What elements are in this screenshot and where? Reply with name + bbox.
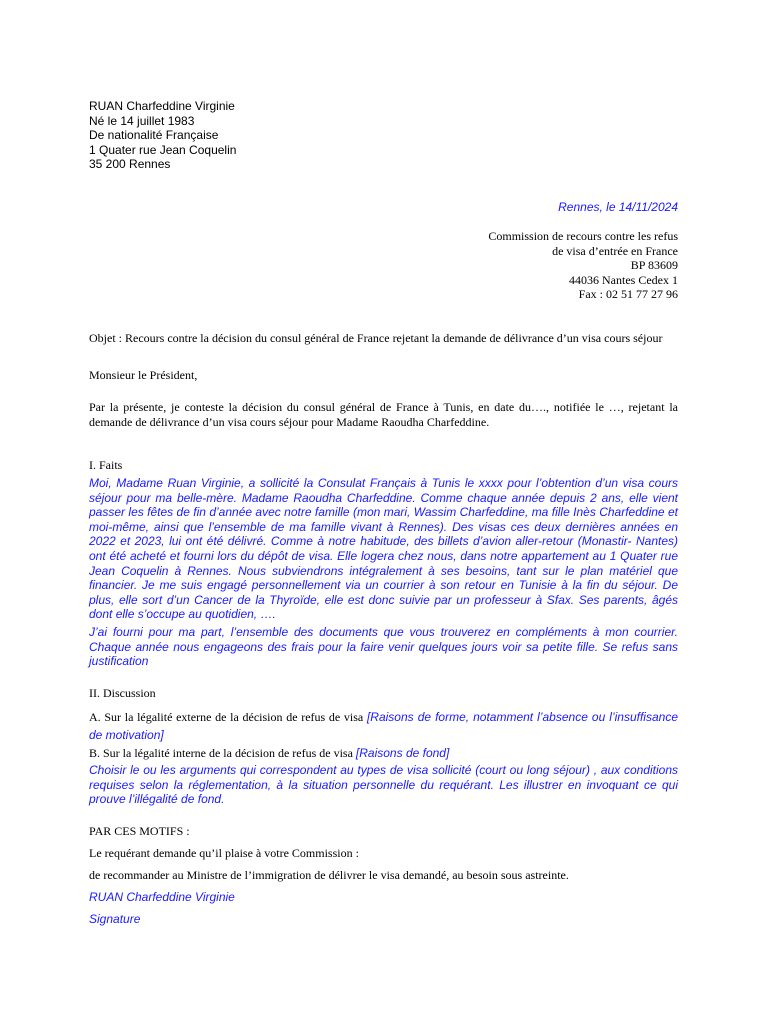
discussion-point-b: [89, 744, 678, 762]
sender-name: RUAN Charfeddine Virginie: [89, 99, 235, 113]
recipient-line: Commission de recours contre les refus: [488, 229, 678, 243]
sender-street: 1 Quater rue Jean Coquelin: [89, 142, 237, 157]
date-line: Rennes, le 14/11/2024: [558, 200, 678, 214]
intro-paragraph: Par la présente, je conteste la décision du consul général de France à Tunis, en date du…., notifiée le …, rejetant la demande de délivrance d’un visa cours séjour pour Madame Raoudha Charfeddine.: [89, 400, 678, 429]
point-b-note: [Raisons de fond]: [355, 746, 450, 760]
sender-city: 35 200 Rennes: [89, 157, 171, 172]
section-heading-facts: I. Faits: [89, 458, 123, 472]
point-a-label: A. Sur la légalité externe de la décision de refus de visa: [89, 710, 367, 724]
sender-block: [89, 99, 678, 172]
recipient-line: 44036 Nantes Cedex 1: [569, 272, 678, 287]
salutation: Monsieur le Président,: [89, 368, 198, 382]
conclusion-heading: PAR CES MOTIFS :: [89, 824, 190, 838]
section-heading-discussion: II. Discussion: [89, 686, 156, 700]
recipient-line: Fax : 02 51 77 27 96: [578, 287, 678, 302]
recipient-line: de visa d’entrée en France: [552, 243, 678, 258]
discussion-point-a: [89, 708, 678, 744]
point-b-instructions: Choisir le ou les arguments qui correspondent au types de visa sollicité (court ou long séjour) , aux conditions requises selon la réglementation, à la situation personnelle du requérant. Les illustrer en invoquant ce qui prouve l’illégalité de fond.: [89, 763, 678, 807]
sender-birth: Né le 14 juillet 1983: [89, 113, 195, 128]
facts-paragraph-2: J’ai fourni pour ma part, l’ensemble des documents que vous trouverez en compléments à mon courrier. Chaque année nous engageons des frais pour la faire venir quelques jours voir sa petite fille. Se refus sans justification: [89, 625, 678, 669]
recipient-line: BP 83609: [630, 258, 678, 273]
point-a-note: [Raisons de forme, notamment l’absence ou l’insuffisance de motivation]: [89, 710, 678, 742]
conclusion-line-2: de recommander au Ministre de l’immigration de délivrer le visa demandé, au besoin sous astreinte.: [89, 868, 569, 882]
signature-placeholder: Signature: [89, 912, 141, 926]
recipient-block: [89, 229, 678, 302]
facts-paragraph-1: Moi, Madame Ruan Virginie, a sollicité la Consulat Français à Tunis le xxxx pour l’obtention d’un visa cours séjour pour ma belle-mère. Madame Raoudha Charfeddine. Comme chaque année depuis 2 ans, elle vient passer les fêtes de fin d’année avec notre famille (mon mari, Wassim Charfeddine, ma fille Inès Charfeddine et moi-même, ainsi que l’ensemble de ma famille vivant à Rennes). Des visas ces deux dernières années en 2022 et 2023, lui ont été délivré. Comme à notre habitude, des billets d’avion aller-retour (Monastir- Nantes) ont été acheté et fourni lors du dépôt de visa. Elle logera chez nous, dans notre appartement au 1 Quater rue Jean Coquelin à Rennes. Nous subviendrons intégralement à ses besoins, tant sur le plan matériel que financier. Je me suis engagé personnellement via un courrier à son retour en Tunisie à la fin du séjour. De plus, elle sort d’un Cancer de la Thyroïde, elle est donc suivie par un professeur à Sfax. Ses parents, âgés dont elle s’occupe au quotidien, ….: [89, 476, 678, 622]
signer-name: RUAN Charfeddine Virginie: [89, 890, 235, 904]
subject-line: Objet : Recours contre la décision du consul général de France rejetant la demande de délivrance d’un visa cours séjour: [89, 331, 663, 345]
point-b-label: B. Sur la légalité interne de la décision de refus de visa: [89, 746, 356, 760]
sender-nationality: De nationalité Française: [89, 128, 219, 143]
conclusion-line-1: Le requérant demande qu’il plaise à votre Commission :: [89, 846, 359, 860]
